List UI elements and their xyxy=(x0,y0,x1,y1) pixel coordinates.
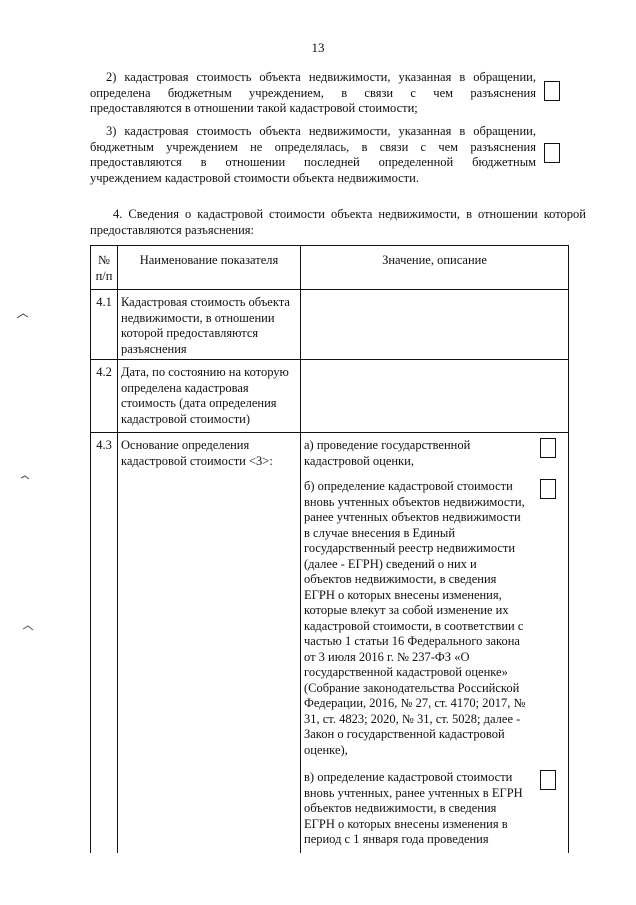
row-name xyxy=(118,433,301,853)
row-number: 4.2 xyxy=(91,360,118,433)
option-line: ЕГРН о которых внесены изменения, xyxy=(304,587,502,602)
option-line: (далее - ЕГРН) сведений о них и xyxy=(304,556,477,571)
option-line: вновь учтенных, ранее учтенных в ЕГРН xyxy=(304,785,523,800)
row-name-line: определена кадастровая xyxy=(121,380,249,395)
option-b xyxy=(301,479,568,758)
option-line: (Собрание законодательства Российской xyxy=(304,680,520,695)
option-line: Закон о государственной кадастровой xyxy=(304,727,505,741)
option-line: оценке), xyxy=(304,742,348,757)
paragraph-line: предоставляются в отношении последней определенной бюджетным xyxy=(90,155,536,170)
row-name-line: кадастровой стоимости) xyxy=(121,411,251,426)
option-line: от 3 июля 2016 г. № 237-ФЗ «О xyxy=(304,649,470,664)
row-name-line: которой предоставляются xyxy=(121,326,259,340)
paragraph-line: учреждением кадастровой стоимости объекта недвижимости. xyxy=(90,171,419,186)
option-line: объектов недвижимости, в сведения xyxy=(304,801,497,815)
header-name: Наименование показателя xyxy=(118,246,301,290)
option-line: а) проведение государственной xyxy=(304,438,471,452)
cadastral-info-table xyxy=(90,245,569,853)
paragraph-line: предоставляются в отношении такой кадастровой стоимости; xyxy=(90,101,418,116)
row-value-empty[interactable] xyxy=(301,360,569,433)
option-line: Федерации, 2016, № 27, ст. 4170; 2017, № xyxy=(304,696,526,710)
checkbox-option-a[interactable] xyxy=(540,438,556,458)
checkbox-item-3[interactable] xyxy=(544,143,560,163)
scan-mark xyxy=(22,624,34,632)
paragraph-line: определена бюджетным учреждением, в связи с чем разъяснения xyxy=(90,85,536,100)
row-name-line: недвижимости, в отношении xyxy=(121,310,275,325)
option-line: ранее учтенных объектов недвижимости xyxy=(304,510,521,524)
paragraph-line: 3) кадастровая стоимость объекта недвижимости, указанная в обращении, xyxy=(106,124,536,138)
header-value: Значение, описание xyxy=(301,246,569,290)
row-name-line: стоимость (дата определения xyxy=(121,396,277,410)
row-name-line: кадастровой стоимости <3>: xyxy=(121,453,273,468)
table-header-row xyxy=(91,246,569,290)
row-name-line: Кадастровая стоимость объекта xyxy=(121,295,290,309)
option-c xyxy=(301,770,568,848)
page-number: 13 xyxy=(311,40,325,55)
table-row xyxy=(91,360,569,433)
scan-mark xyxy=(20,474,30,482)
section-title-line: 4. Сведения о кадастровой стоимости объекта недвижимости, в отношении которой xyxy=(113,207,586,221)
row-name-line: Дата, по состоянию на которую xyxy=(121,365,289,379)
checkbox-option-c[interactable] xyxy=(540,770,556,790)
option-line: в случае внесения в Единый xyxy=(304,525,456,540)
option-line: кадастровой оценки, xyxy=(304,453,414,468)
header-num-line: № xyxy=(98,253,110,267)
paragraph-item-3 xyxy=(90,124,536,187)
option-line: государственной кадастровой оценке» xyxy=(304,665,508,679)
paragraph-line: 2) кадастровая стоимость объекта недвижимости, указанная в обращении, xyxy=(106,70,536,84)
option-line: б) определение кадастровой стоимости xyxy=(304,479,513,493)
row-name xyxy=(118,360,301,433)
option-line: 31, ст. 4823; 2020, № 31, ст. 5028; далее - xyxy=(304,711,521,726)
checkbox-option-b[interactable] xyxy=(540,479,556,499)
option-a xyxy=(301,433,568,469)
option-line: вновь учтенных объектов недвижимости, xyxy=(304,494,525,509)
scan-mark xyxy=(16,312,30,320)
option-line: государственный реестр недвижимости xyxy=(304,541,516,555)
row-number: 4.3 xyxy=(91,433,118,853)
option-line: объектов недвижимости, в сведения xyxy=(304,572,497,586)
table-row xyxy=(91,433,569,853)
row-name-line: Основание определения xyxy=(121,438,250,452)
row-value-options xyxy=(301,433,569,853)
paragraph-item-2 xyxy=(90,70,536,117)
option-line: ЕГРН о которых внесены изменения в xyxy=(304,816,508,831)
section-title-line: предоставляются разъяснения: xyxy=(90,222,255,237)
header-num xyxy=(91,246,118,290)
row-name xyxy=(118,290,301,360)
option-line: в) определение кадастровой стоимости xyxy=(304,770,513,784)
table-row xyxy=(91,290,569,360)
option-line: период с 1 января года проведения xyxy=(304,832,489,846)
row-number: 4.1 xyxy=(91,290,118,360)
row-value-empty[interactable] xyxy=(301,290,569,360)
row-name-line: разъяснения xyxy=(121,341,187,356)
paragraph-line: бюджетным учреждением не определялась, в связи с чем разъяснения xyxy=(90,139,536,154)
header-num-line: п/п xyxy=(95,268,113,283)
option-line: частью 1 статьи 16 Федерального закона xyxy=(304,634,520,648)
option-line: которые влекут за собой изменение их xyxy=(304,603,509,617)
option-line: кадастровой стоимости, в соответствии с xyxy=(304,618,524,633)
checkbox-item-2[interactable] xyxy=(544,81,560,101)
section-4-title xyxy=(90,207,586,238)
